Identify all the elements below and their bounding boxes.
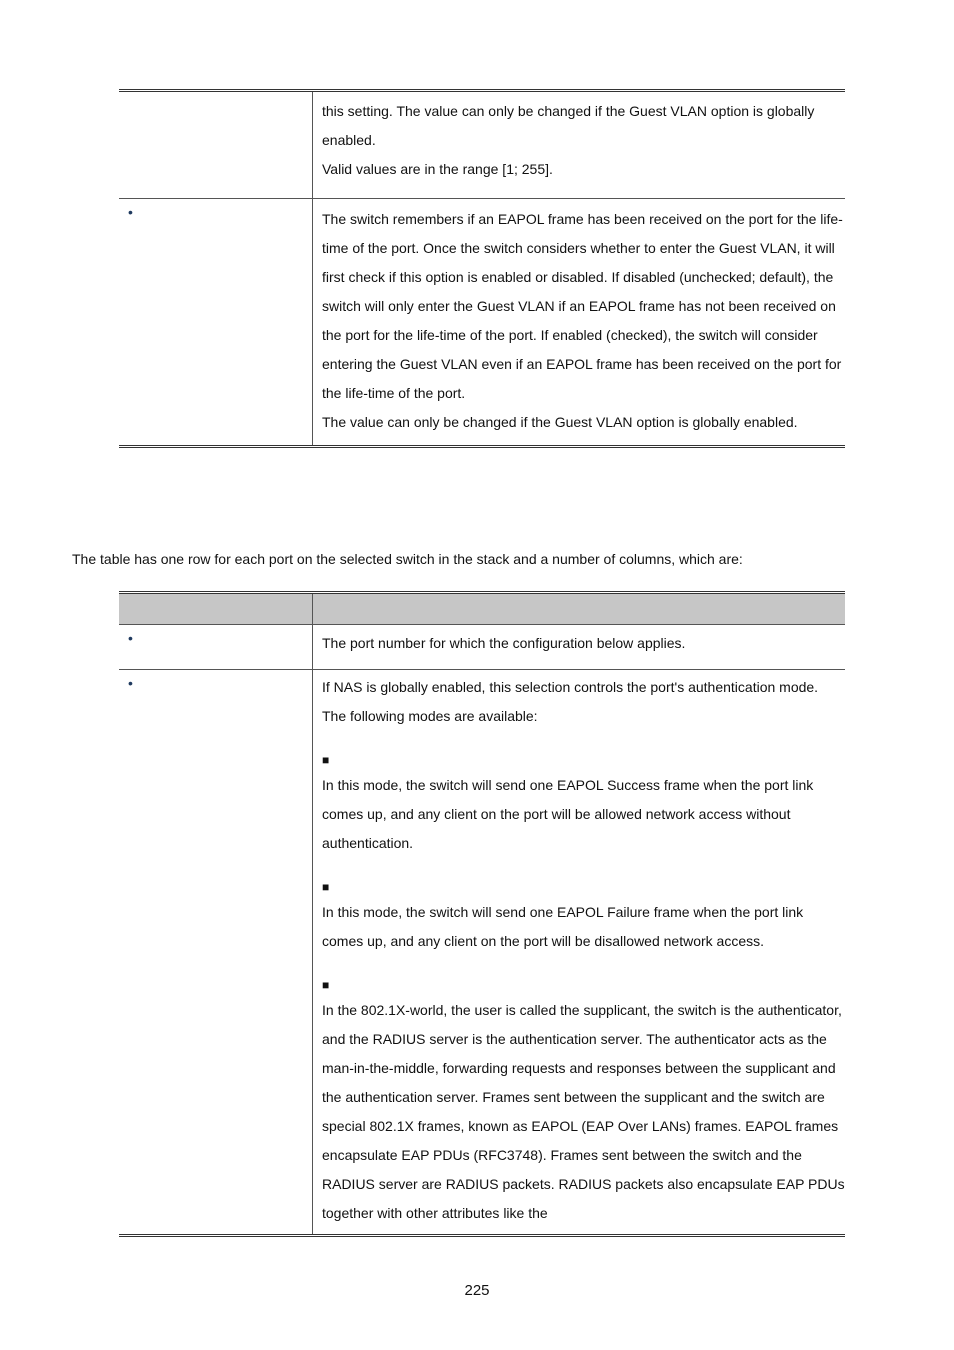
table-row (119, 670, 845, 1237)
mode-description: In the 802.1X-world, the user is called the supplicant, the switch is the authenticator, and the RADIUS server is the authentication server. The authenticator acts as the man-in-the-middle, forwarding requests and responses between the supplicant and the authentication server. Frames sent between the supplicant and the switch are special 802.1X frames, known as EAPOL (EAP Over LANs) frames. EAPOL frames encapsulate EAP PDUs (RFC3748). Frames sent between the switch and the RADIUS server are RADIUS packets. RADIUS packets also encapsulate EAP PDUs together with other attributes like the (322, 1002, 845, 1221)
mode-description: In this mode, the switch will send one EAPOL Failure frame when the port link comes up, and any client on the port will be disallowed network access. (322, 904, 804, 949)
table-row (119, 199, 845, 448)
description-text: Valid values are in the range [1; 255]. (322, 161, 553, 177)
description-text: this setting. The value can only be changed if the Guest VLAN option is globally enabled. (322, 103, 815, 148)
table-row (119, 625, 845, 670)
parameter-cell (119, 199, 313, 445)
description-cell (313, 625, 845, 669)
description-cell (313, 670, 845, 1234)
table-row (119, 92, 845, 199)
description-text: The switch remembers if an EAPOL frame has been received on the port for the life-time of the port. Once the switch considers whether to enter the Guest VLAN, it will first check if this option is enabled or disabled. If disabled (unchecked; default), the switch will only enter the Guest VLAN if an EAPOL frame has not been received on the port for the life-time of the port. If enabled (checked), the switch will consider entering the Guest VLAN even if an EAPOL frame has been received on the port for the life-time of the port. (322, 211, 843, 401)
table-header (119, 594, 845, 625)
bullet-icon: • (128, 630, 133, 646)
parameter-cell (119, 92, 313, 198)
port-config-table (119, 591, 845, 1237)
intro-paragraph: The table has one row for each port on the selected switch in the stack and a number of columns, which are: (72, 551, 743, 567)
description-cell (313, 199, 845, 445)
description-cell (313, 92, 845, 198)
description-text: If NAS is globally enabled, this selection controls the port's authentication mode. The following modes are available: (322, 679, 819, 724)
bullet-icon: • (128, 675, 133, 691)
header-cell-object (119, 594, 313, 624)
parameter-cell (119, 670, 313, 1234)
square-bullet-icon: ■ (322, 880, 330, 894)
parameter-cell (119, 625, 313, 669)
bullet-icon: • (128, 204, 133, 220)
description-text: The value can only be changed if the Guest VLAN option is globally enabled. (322, 414, 798, 430)
guest-vlan-table (119, 89, 845, 448)
description-text: The port number for which the configuration below applies. (322, 635, 686, 651)
mode-description: In this mode, the switch will send one EAPOL Success frame when the port link comes up, and any client on the port will be allowed network access without authentication. (322, 777, 814, 851)
square-bullet-icon: ■ (322, 753, 330, 767)
page-number: 225 (464, 1282, 490, 1299)
square-bullet-icon: ■ (322, 978, 330, 992)
